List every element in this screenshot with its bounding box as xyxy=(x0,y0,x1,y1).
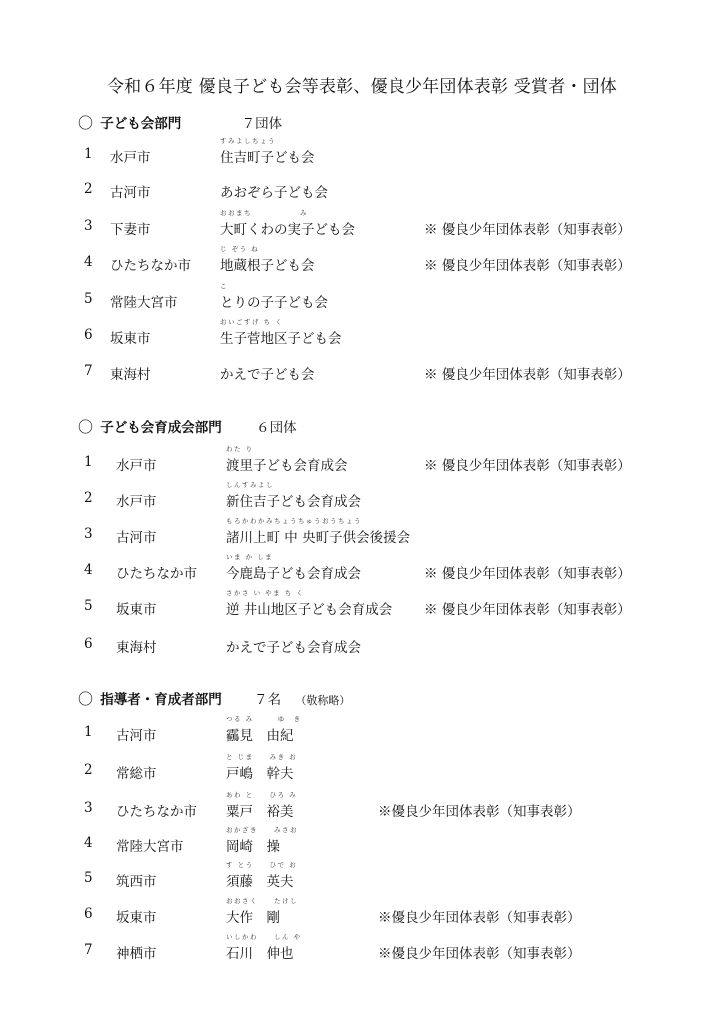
section-title: 子ども会育成会部門 xyxy=(100,420,222,436)
furigana: しんすみよし xyxy=(226,481,274,489)
municipality: 筑西市 xyxy=(116,874,157,890)
row-number: 4 xyxy=(84,835,93,851)
list-item xyxy=(0,454,724,476)
award-note: ※ 優良少年団体表彰（知事表彰） xyxy=(424,602,631,618)
furigana: おおまち み xyxy=(220,209,308,217)
awardee-name: 岡崎 操 xyxy=(226,839,280,855)
awardee-name: 粟戸 裕美 xyxy=(226,804,294,820)
award-note: ※優良少年団体表彰（知事表彰） xyxy=(378,946,581,962)
municipality: 常陸大宮市 xyxy=(116,839,184,855)
circle-bullet: 〇 xyxy=(78,690,94,708)
row-number: 3 xyxy=(84,800,93,816)
awardee-name: 地蔵根子ども会 xyxy=(220,258,315,274)
list-item xyxy=(0,800,724,822)
row-number: 1 xyxy=(84,146,93,162)
list-item xyxy=(0,562,724,584)
row-number: 2 xyxy=(84,181,93,197)
section-title: 子ども会部門 xyxy=(100,116,182,132)
municipality: 古河市 xyxy=(116,530,157,546)
furigana: いしかわ しん や xyxy=(226,933,302,941)
awardee-name: 諸川上町 中 央町子供会後援会 xyxy=(226,530,411,546)
award-note: ※優良少年団体表彰（知事表彰） xyxy=(378,804,581,820)
row-number: 6 xyxy=(84,906,93,922)
list-item xyxy=(0,291,724,313)
municipality: ひたちなか市 xyxy=(116,804,197,820)
row-number: 7 xyxy=(84,942,93,958)
awardee-name: とりの子子ども会 xyxy=(220,295,328,311)
row-number: 7 xyxy=(84,363,93,379)
awardee-name: 大町くわの実子ども会 xyxy=(220,222,355,238)
row-number: 3 xyxy=(84,218,93,234)
furigana: あわ と ひろ み xyxy=(226,791,298,799)
list-item xyxy=(0,218,724,240)
award-note: ※ 優良少年団体表彰（知事表彰） xyxy=(424,258,631,274)
awardee-name: 逆 井山地区子ども会育成会 xyxy=(226,602,393,618)
list-item xyxy=(0,363,724,385)
municipality: 古河市 xyxy=(110,185,151,201)
document-title: 令和６年度 優良子ども会等表彰、優良少年団体表彰 受賞者・団体 xyxy=(106,77,617,97)
section-count: ７団体 xyxy=(241,116,283,132)
section-count: ７名 xyxy=(254,692,282,708)
awardee-name: 須藤 英夫 xyxy=(226,874,294,890)
list-item xyxy=(0,146,724,168)
municipality: 坂東市 xyxy=(116,602,157,618)
row-number: 1 xyxy=(84,454,93,470)
awardee-name: 住吉町子ども会 xyxy=(220,150,315,166)
award-note: ※ 優良少年団体表彰（知事表彰） xyxy=(424,566,631,582)
circle-bullet: 〇 xyxy=(78,114,94,132)
row-number: 3 xyxy=(84,526,93,542)
row-number: 5 xyxy=(84,598,93,614)
row-number: 4 xyxy=(84,562,93,578)
honorific-note: （敬称略） xyxy=(295,694,351,707)
municipality: 常陸大宮市 xyxy=(110,295,178,311)
awardee-name: 今鹿島子ども会育成会 xyxy=(226,566,361,582)
section-header-ikuseikai xyxy=(78,416,297,437)
award-note: ※優良少年団体表彰（知事表彰） xyxy=(378,910,581,926)
municipality: 古河市 xyxy=(116,728,157,744)
municipality: 常総市 xyxy=(116,766,157,782)
furigana: わた り xyxy=(226,445,254,453)
furigana: おかざき みさお xyxy=(226,826,298,834)
furigana: いま か しま xyxy=(226,553,274,561)
furigana: おおさく たけし xyxy=(226,897,298,905)
row-number: 6 xyxy=(84,327,93,343)
list-item xyxy=(0,526,724,548)
list-item xyxy=(0,835,724,857)
furigana: つる み ゆ き xyxy=(226,715,302,723)
furigana: すみよしちょう xyxy=(220,137,276,145)
municipality: 水戸市 xyxy=(116,458,157,474)
awardee-name: かえで子ども会育成会 xyxy=(226,640,361,656)
awardee-name: 新住吉子ども会育成会 xyxy=(226,494,361,510)
section-header-shidosha xyxy=(78,688,350,709)
row-number: 6 xyxy=(84,636,93,652)
section-title: 指導者・育成者部門 xyxy=(100,692,222,708)
furigana: じ ぞう ね xyxy=(220,245,260,253)
furigana: さかさ い やま ち く xyxy=(226,589,305,597)
award-note: ※ 優良少年団体表彰（知事表彰） xyxy=(424,222,631,238)
list-item xyxy=(0,254,724,276)
furigana: こ xyxy=(220,282,228,290)
furigana: おいごすげ ち く xyxy=(220,318,284,326)
list-item xyxy=(0,724,724,746)
awardee-name: 生子菅地区子ども会 xyxy=(220,331,342,347)
municipality: ひたちなか市 xyxy=(110,258,191,274)
municipality: 坂東市 xyxy=(110,331,151,347)
list-item xyxy=(0,490,724,512)
awardee-name: 石川 伸也 xyxy=(226,946,294,962)
awardee-name: あおぞら子ども会 xyxy=(220,185,328,201)
municipality: 水戸市 xyxy=(116,494,157,510)
row-number: 4 xyxy=(84,254,93,270)
list-item xyxy=(0,906,724,928)
list-item xyxy=(0,598,724,620)
list-item xyxy=(0,942,724,964)
municipality: 水戸市 xyxy=(110,150,151,166)
municipality: 神栖市 xyxy=(116,946,157,962)
municipality: 東海村 xyxy=(110,367,151,383)
awardee-name: 渡里子ども会育成会 xyxy=(226,458,348,474)
list-item xyxy=(0,181,724,203)
furigana: と じま みき お xyxy=(226,753,298,761)
row-number: 5 xyxy=(84,291,93,307)
row-number: 1 xyxy=(84,724,93,740)
section-count: ６団体 xyxy=(256,420,297,436)
furigana: もろかわかみちょうちゅうおうちょう xyxy=(226,517,362,525)
section-header-kodomokai xyxy=(78,112,282,133)
list-item xyxy=(0,636,724,658)
row-number: 2 xyxy=(84,490,93,506)
municipality: ひたちなか市 xyxy=(116,566,197,582)
awardee-name: 靏見 由紀 xyxy=(226,728,294,744)
row-number: 5 xyxy=(84,870,93,886)
list-item xyxy=(0,762,724,784)
municipality: 下妻市 xyxy=(110,222,151,238)
awardee-name: かえで子ども会 xyxy=(220,367,315,383)
municipality: 坂東市 xyxy=(116,910,157,926)
list-item xyxy=(0,327,724,349)
awardee-name: 戸嶋 幹夫 xyxy=(226,766,294,782)
awardee-name: 大作 剛 xyxy=(226,910,280,926)
row-number: 2 xyxy=(84,762,93,778)
award-note: ※ 優良少年団体表彰（知事表彰） xyxy=(424,367,631,383)
circle-bullet: 〇 xyxy=(78,418,94,436)
furigana: す とう ひで お xyxy=(226,861,298,869)
list-item xyxy=(0,870,724,892)
award-note: ※ 優良少年団体表彰（知事表彰） xyxy=(424,458,631,474)
municipality: 東海村 xyxy=(116,640,157,656)
